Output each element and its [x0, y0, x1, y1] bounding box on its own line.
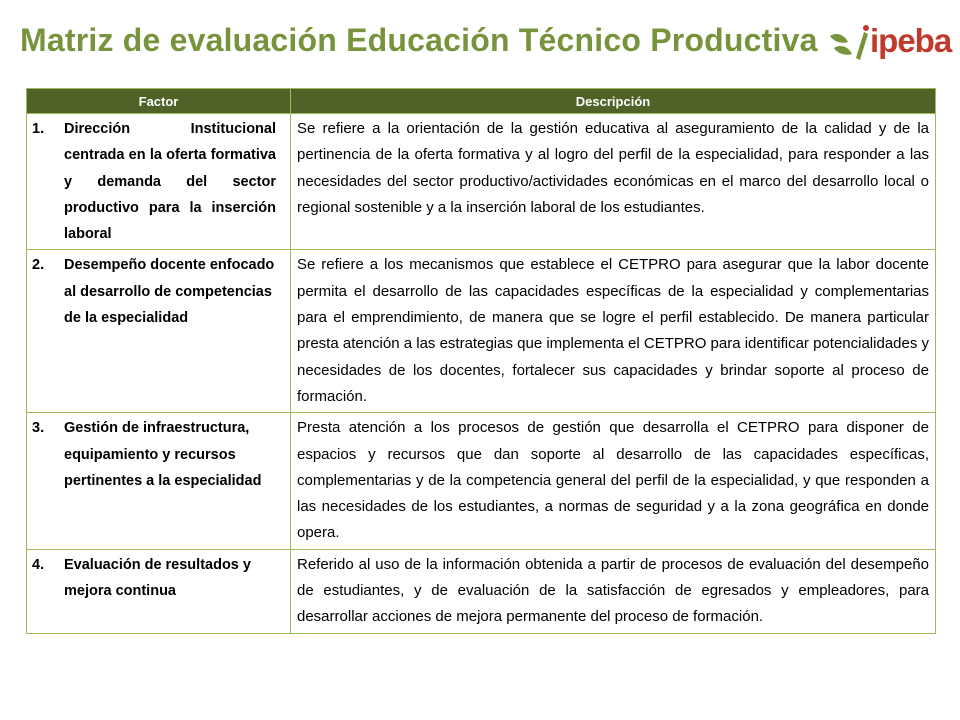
factor-text: Dirección Institucional centrada en la oferta formativa y demanda del sector productivo para la inserción laboral	[64, 121, 276, 243]
factor-number: 4.	[32, 556, 45, 573]
factor-number: 3.	[32, 420, 45, 437]
factor-number: 1.	[32, 121, 45, 137]
description-cell: Se refiere a la orientación de la gestión educativa al aseguramiento de la calidad y de la pertinencia de la oferta formativa y al logro del perfil de la especialidad, para responder a las necesidades del sector productivo/actividades económicas en el marco del desarrollo local o regional sostenible y a la inserción laboral de los estudiantes.	[291, 114, 936, 250]
factor-cell	[27, 250, 291, 413]
column-header-factor: Factor	[27, 89, 291, 114]
logo-leaf-icon	[826, 22, 872, 66]
logo-text: ipeba	[870, 22, 952, 59]
description-cell: Presta atención a los procesos de gestión que desarrolla el CETPRO para disponer de espacios y recursos que dan soporte al desarrollo de las capacidades específicas, complementarias y de la competencia general del perfil de la especialidad, y que responden a las necesidades de los estudiantes, a normas de seguridad y a la zona geográfica en donde opera.	[291, 413, 936, 549]
factor-text: Evaluación de resultados y mejora continua	[64, 556, 251, 600]
table-row	[27, 549, 936, 633]
factor-cell	[27, 114, 291, 250]
factor-cell	[27, 549, 291, 633]
table-header-row	[27, 89, 936, 114]
factor-number: 2.	[32, 257, 45, 274]
page-title: Matriz de evaluación Educación Técnico Productiva	[20, 22, 818, 58]
evaluation-matrix-table	[26, 88, 936, 634]
description-cell: Referido al uso de la información obtenida a partir de procesos de evaluación del desempeño de estudiantes, y de evaluación de la satisfacción de egresados y empleadores, para desarrollar acciones de mejora permanente del proceso de formación.	[291, 549, 936, 633]
table-row	[27, 413, 936, 549]
factor-text: Gestión de infraestructura, equipamiento y recursos pertinentes a la especialidad	[64, 420, 262, 489]
factor-text: Desempeño docente enfocado al desarrollo de competencias de la especialidad	[64, 257, 275, 327]
factor-cell	[27, 413, 291, 549]
column-header-description: Descripción	[291, 89, 936, 114]
ipeba-logo	[826, 18, 952, 66]
table-row	[27, 250, 936, 413]
table-row	[27, 114, 936, 250]
description-cell: Se refiere a los mecanismos que establece el CETPRO para asegurar que la labor docente permita el desarrollo de las capacidades específicas de la especialidad y complementarias para el emprendimiento, de manera que se logre el perfil establecido. De manera particular presta atención a las estrategias que implementa el CETPRO para identificar potencialidades y necesidades de los docentes, fortalecer sus capacidades y brindar soporte al proceso de formación.	[291, 250, 936, 413]
